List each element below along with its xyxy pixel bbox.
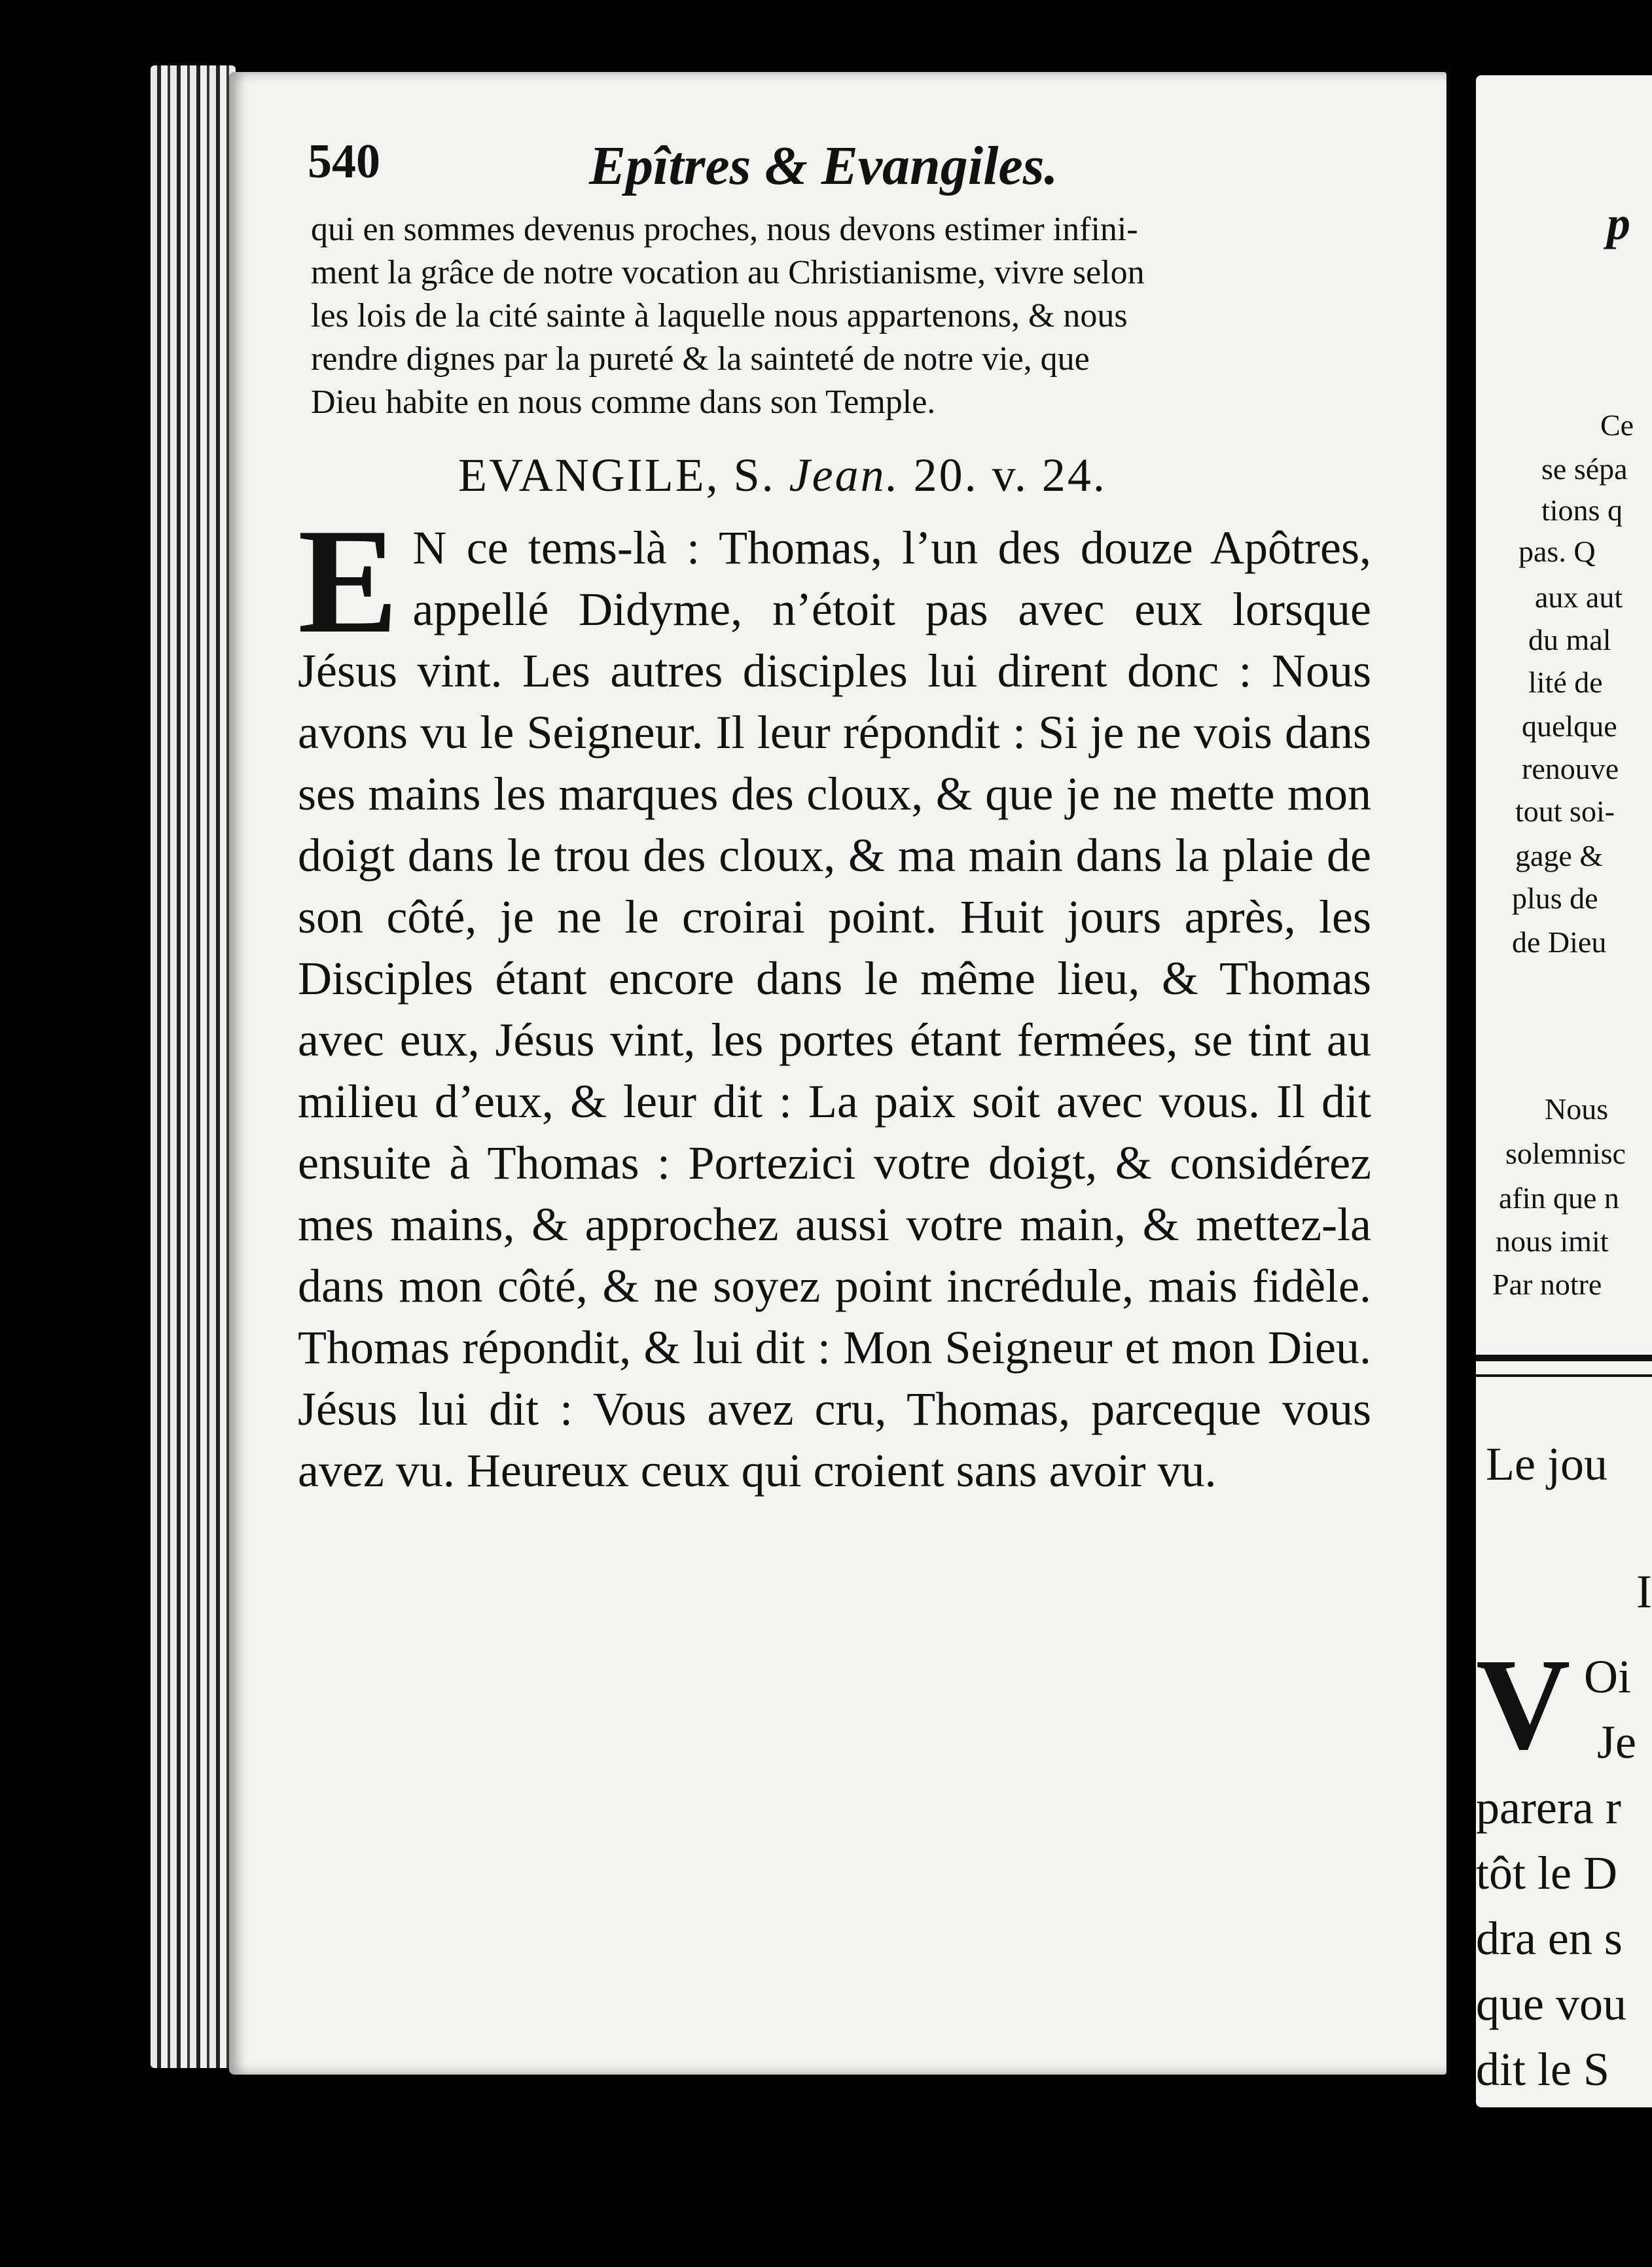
right-line: Par notre xyxy=(1492,1268,1602,1301)
intro-line: les lois de la cité sainte à laquelle nous appartenons, & nous xyxy=(311,297,1128,334)
right-line: plus de xyxy=(1512,882,1598,915)
right-small-cap: I xyxy=(1636,1565,1652,1618)
book-spine xyxy=(151,65,236,2068)
gospel-heading-prefix: EVANGILE, S. xyxy=(458,449,776,501)
right-line: quelque xyxy=(1522,709,1617,743)
right-heading-fragment: Le jou xyxy=(1486,1438,1607,1490)
gospel-text xyxy=(298,497,1371,1501)
right-line: Je xyxy=(1597,1716,1636,1768)
intro-line: Dieu habite en nous comme dans son Temple. xyxy=(311,384,936,421)
gospel-body: N ce tems-là : Thomas, l’un des douze Apôtres, appellé Didyme, n’étoit pas avec eux lorsque Jésus vint. Les autres disciples lui dirent donc : Nous avons vu le Seigneur. Il leur répondit : Si je ne vois dans ses mains les marques des cloux, & que je ne mette mon doigt dans le trou des cloux, & ma main dans la plaie de son côté, je ne le croirai point. Huit jours après, les Disciples étant encore dans le même lieu, & Thomas avec eux, Jésus vint, les portes étant fermées, se tint au milieu d’eux, & leur dit : La paix soit avec vous. Il dit ensuite à Thomas : Portezici votre doigt, & considérez mes mains, & approchez aussi votre main, & mettez-la dans mon côté, & ne soyez point incrédule, mais fidèle. Thomas répondit, & lui dit : Mon Seigneur et mon Dieu. Jésus lui dit : Vous avez cru, Thomas, parceque vous avez vu. Heureux ceux qui croient sans avoir vu. xyxy=(298,522,1371,1497)
right-drop-cap: V xyxy=(1476,1632,1571,1777)
right-line: tout soi- xyxy=(1515,794,1615,828)
intro-line: rendre dignes par la pureté & la sainteté de notre vie, que xyxy=(311,340,1090,378)
right-line: nous imit xyxy=(1496,1224,1609,1258)
right-line: aux aut xyxy=(1535,580,1623,614)
page-number: 540 xyxy=(308,135,380,188)
running-title: Epîtres & Evangiles. xyxy=(589,135,1058,196)
intro-line: qui en sommes devenus proches, nous devons estimer infini- xyxy=(311,211,1138,248)
right-line: lité de xyxy=(1528,666,1603,699)
right-line: renouve xyxy=(1522,752,1619,785)
right-rule-thick xyxy=(1476,1355,1652,1361)
intro-line: ment la grâce de notre vocation au Christianisme, vivre selon xyxy=(311,254,1145,291)
right-line: de Dieu xyxy=(1512,925,1607,959)
gospel-heading-name: Jean. xyxy=(789,449,900,501)
right-rule-thin xyxy=(1476,1374,1652,1377)
right-line: dit le S xyxy=(1476,2043,1610,2096)
gospel-heading-reference: 20. v. 24. xyxy=(913,449,1107,501)
right-line: pas. Q xyxy=(1518,535,1596,568)
right-line: se sépa xyxy=(1541,452,1628,486)
drop-cap: E xyxy=(298,497,399,664)
intro-paragraph xyxy=(311,208,1384,424)
page-header xyxy=(308,134,1093,200)
right-line: tôt le D xyxy=(1476,1847,1617,1899)
right-line: Oi xyxy=(1584,1651,1631,1703)
right-line: afin que n xyxy=(1499,1181,1619,1215)
right-line: tions q xyxy=(1541,493,1623,527)
right-line: parera r xyxy=(1476,1781,1621,1834)
right-line: que vou xyxy=(1476,1978,1626,2030)
right-line: gage & xyxy=(1515,839,1604,872)
right-page xyxy=(1476,75,1652,2107)
right-line: du mal xyxy=(1528,623,1611,656)
right-line: solemnisc xyxy=(1505,1137,1626,1170)
right-header-fragment: p xyxy=(1607,197,1630,249)
gospel-heading xyxy=(458,448,1107,503)
right-line: dra en s xyxy=(1476,1912,1623,1965)
right-line: Nous xyxy=(1545,1092,1609,1126)
right-line: Ce xyxy=(1600,408,1634,442)
